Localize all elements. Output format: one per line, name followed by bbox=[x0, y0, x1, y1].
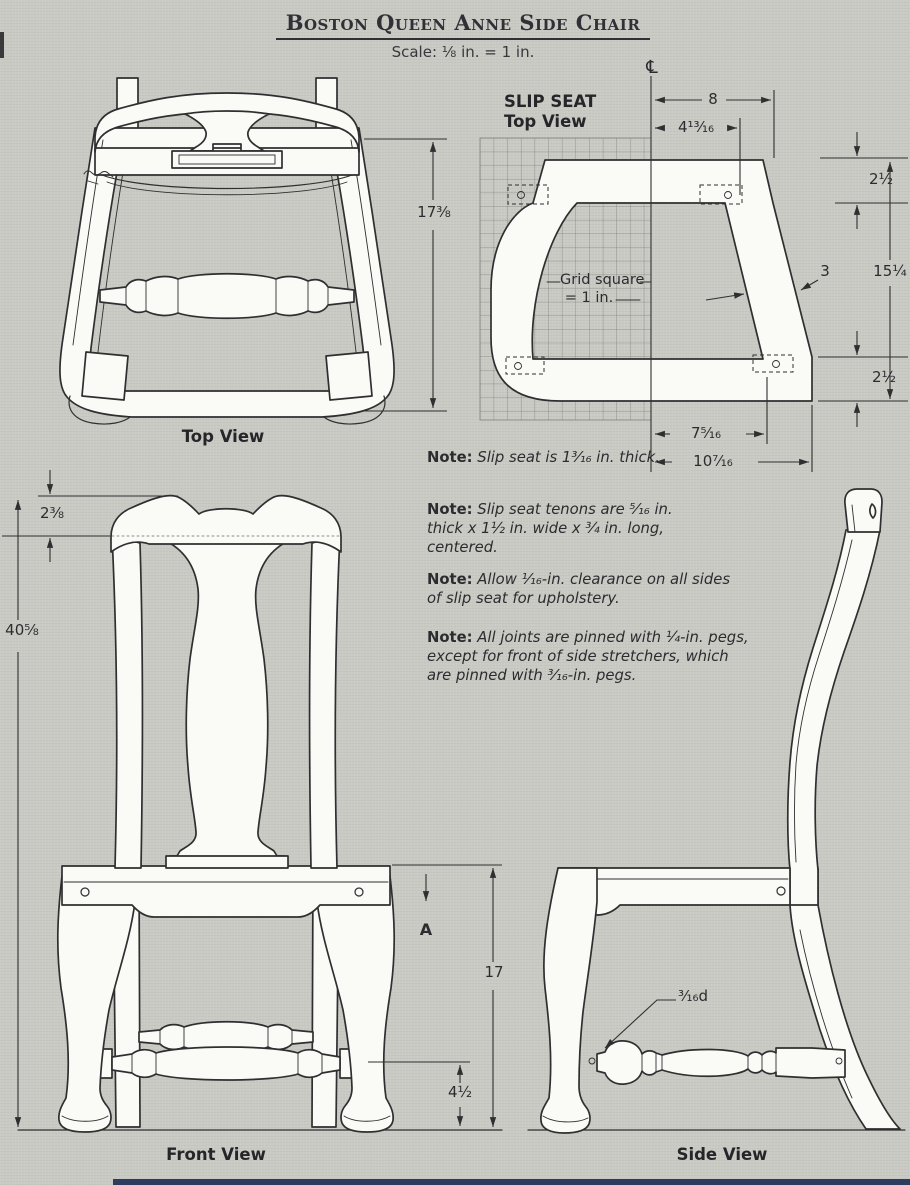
slip-seat-title bbox=[504, 92, 596, 132]
note-pegs bbox=[427, 629, 757, 686]
front-view-drawing bbox=[2, 470, 502, 1132]
dim-overall-height: 40⅝ bbox=[5, 621, 39, 639]
page-header bbox=[16, 10, 910, 61]
front-view-right-stile bbox=[310, 535, 340, 868]
dim-back-half-width: 8 bbox=[708, 90, 718, 108]
top-view-right-leg-block bbox=[326, 352, 372, 400]
note-thickness bbox=[427, 449, 717, 468]
dim-seat-height: 17 bbox=[484, 963, 504, 981]
top-view-drawing bbox=[60, 78, 447, 424]
dim-back-tenon-offset: 4¹³⁄₁₆ bbox=[677, 118, 715, 136]
page-bottom-rule bbox=[113, 1179, 910, 1185]
dim-overall-depth: 15¼ bbox=[873, 262, 907, 280]
top-view-splat-shoe bbox=[172, 151, 282, 168]
crest-ear-detail bbox=[870, 504, 876, 518]
dim-top-view-depth: 17⅜ bbox=[417, 203, 451, 221]
note-tenons bbox=[427, 501, 677, 558]
slip-seat-title-line2: Top View bbox=[504, 111, 587, 131]
centerline-symbol: ℄ bbox=[646, 57, 658, 78]
note-text: All joints are pinned with ¼-in. pegs, except for front of side stretchers, which are pinned with ³⁄₁₆-in. pegs. bbox=[427, 629, 749, 684]
dim-front-half-width: 10⁷⁄₁₆ bbox=[693, 452, 733, 470]
note-text: Slip seat is 1³⁄₁₆ in. thick. bbox=[477, 449, 660, 466]
rail-width-leader-inner bbox=[706, 294, 744, 300]
slip-seat-title-line1: SLIP SEAT bbox=[504, 92, 597, 111]
front-view-medial-stretcher bbox=[112, 1047, 340, 1080]
dim-side-rail-width: 3 bbox=[820, 262, 830, 280]
side-view-back-leg bbox=[790, 868, 900, 1129]
scale-note: Scale: ⅛ in. = 1 in. bbox=[391, 43, 535, 61]
top-view-left-leg-block bbox=[82, 352, 128, 400]
front-view-crest-rail bbox=[111, 496, 341, 552]
section-marker-a: A bbox=[419, 920, 433, 939]
dim-peg-diameter: ³⁄₁₆d bbox=[678, 987, 709, 1005]
rail-width-leader-outer bbox=[801, 280, 818, 290]
stretcher-peg bbox=[589, 1058, 595, 1064]
side-view-side-stretcher bbox=[597, 1041, 845, 1084]
grid-square-label-line1: Grid square bbox=[560, 272, 645, 288]
note-text: Slip seat tenons are ⁵⁄₁₆ in. thick x 1½ in. wide x ¾ in. long, centered. bbox=[427, 501, 673, 556]
top-view-seat-arc bbox=[102, 175, 352, 189]
front-view-label: Front View bbox=[166, 1145, 266, 1164]
side-view-label: Side View bbox=[676, 1145, 768, 1164]
side-view-crest-top bbox=[845, 489, 882, 532]
note-label: Note: bbox=[427, 449, 473, 466]
dim-front-rail-depth: 2½ bbox=[871, 368, 897, 386]
splat-shoe bbox=[166, 856, 288, 868]
page-title: Boston Queen Anne Side Chair bbox=[276, 10, 651, 40]
dim-front-tenon-offset: 7⁵⁄₁₆ bbox=[690, 424, 722, 442]
scan-edge-mark bbox=[0, 32, 4, 58]
dim-crest-depth: 2⅜ bbox=[39, 504, 65, 522]
front-view-left-stile bbox=[112, 535, 142, 868]
top-view-label: Top View bbox=[181, 427, 265, 446]
note-label: Note: bbox=[427, 501, 473, 518]
note-text: Allow ¹⁄₁₆-in. clearance on all sides of slip seat for upholstery. bbox=[427, 571, 731, 607]
note-clearance bbox=[427, 571, 737, 609]
side-view-back-post bbox=[788, 530, 880, 905]
dim-back-rail-depth: 2½ bbox=[868, 170, 894, 188]
note-label: Note: bbox=[427, 571, 473, 588]
top-view-medial-stretcher bbox=[100, 274, 354, 319]
note-label: Note: bbox=[427, 629, 473, 646]
dim-stretcher-height: 4½ bbox=[447, 1083, 473, 1101]
side-view-front-leg bbox=[541, 868, 597, 1133]
peg-dim-leader bbox=[605, 1000, 676, 1048]
front-view-splat bbox=[164, 540, 290, 866]
grid-square-label-line2: = 1 in. bbox=[564, 290, 614, 306]
